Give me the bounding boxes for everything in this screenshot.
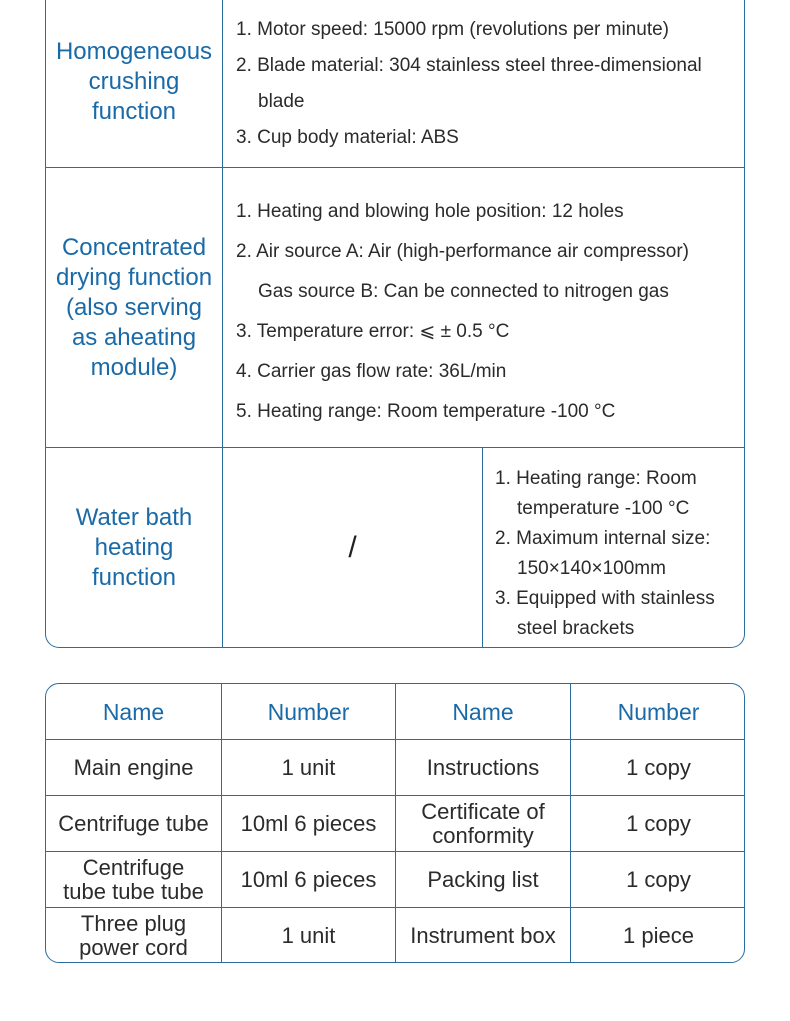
spec-item: 2. Maximum internal size: xyxy=(495,528,711,549)
spec-item: temperature -100 °C xyxy=(517,498,690,519)
spec-item: 3. Cup body material: ABS xyxy=(236,127,459,148)
header-number: Number xyxy=(617,698,700,725)
spec-label xyxy=(46,168,223,447)
spec-label xyxy=(46,448,223,648)
table-cell: Instrument box xyxy=(396,908,571,963)
spec-item: 1. Heating and blowing hole position: 12 holes xyxy=(236,201,624,222)
spec-item: 3. Temperature error: ⩽ ± 0.5 °C xyxy=(236,321,510,342)
empty-cell-slash: / xyxy=(223,448,483,648)
spec-item: 5. Heating range: Room temperature -100 °C xyxy=(236,401,616,422)
spec-items xyxy=(236,12,702,156)
table-cell: Packing list xyxy=(396,852,571,907)
spec-item: blade xyxy=(258,91,305,112)
header-number: Number xyxy=(222,684,396,739)
table-cell: Main engine xyxy=(46,740,222,795)
table-row xyxy=(46,852,744,908)
table-cell: Three plug power cord xyxy=(46,908,222,963)
spec-item: 4. Carrier gas flow rate: 36L/min xyxy=(236,361,507,382)
label-line: drying function xyxy=(55,263,213,291)
label-line: Homogeneous xyxy=(55,37,213,65)
parts-grid xyxy=(46,684,744,962)
table-cell: 1 copy xyxy=(626,866,691,892)
table-cell: 1 unit xyxy=(222,908,396,963)
spec-label xyxy=(46,0,223,167)
spec-item: 1. Motor speed: 15000 rpm (revolutions per minute) xyxy=(236,19,669,40)
spec-item: 2. Blade material: 304 stainless steel three-dimensional xyxy=(236,55,702,76)
table-cell: 10ml 6 pieces xyxy=(222,852,396,907)
spec-items xyxy=(495,464,715,644)
packing-list-table xyxy=(45,683,745,963)
label-line: module) xyxy=(90,353,178,381)
label-line: function xyxy=(91,564,177,591)
table-cell: 10ml 6 pieces xyxy=(222,796,396,851)
label-line: (also serving xyxy=(65,293,203,321)
spec-row-water-bath xyxy=(46,448,744,648)
table-cell: 1 copy xyxy=(626,810,691,836)
spec-row-concentrated-drying xyxy=(46,168,744,448)
spec-item: 1. Heating range: Room xyxy=(495,468,697,489)
spec-item: Gas source B: Can be connected to nitrogen gas xyxy=(258,281,669,302)
spec-row-homogeneous-crushing xyxy=(46,0,744,168)
table-cell: 1 unit xyxy=(222,740,396,795)
table-cell: Centrifuge tube tube tube xyxy=(46,852,222,907)
specification-table xyxy=(45,0,745,648)
label-line: heating xyxy=(94,534,174,561)
spec-item: steel brackets xyxy=(517,618,635,639)
label-line: Concentrated xyxy=(61,233,207,261)
table-row xyxy=(46,740,744,796)
table-header-row xyxy=(46,684,744,740)
spec-item: 150×140×100mm xyxy=(517,558,666,579)
spec-items xyxy=(236,192,689,432)
label-line: Water bath xyxy=(75,504,193,531)
table-cell: 1 copy xyxy=(626,754,691,780)
table-cell: Centrifuge tube xyxy=(46,796,222,851)
header-name: Name xyxy=(396,684,571,739)
table-cell: Certificate of conformity xyxy=(396,796,571,851)
table-row xyxy=(46,796,744,852)
label-line: as aheating xyxy=(71,323,197,351)
label-line: function xyxy=(91,97,177,125)
table-cell: 1 piece xyxy=(623,923,694,948)
spec-item: 2. Air source A: Air (high-performance air compressor) xyxy=(236,241,690,262)
header-name: Name xyxy=(46,684,222,739)
table-cell: Instructions xyxy=(396,740,571,795)
spec-item: 3. Equipped with stainless xyxy=(495,588,715,609)
label-line: crushing xyxy=(88,67,180,95)
table-row xyxy=(46,908,744,963)
